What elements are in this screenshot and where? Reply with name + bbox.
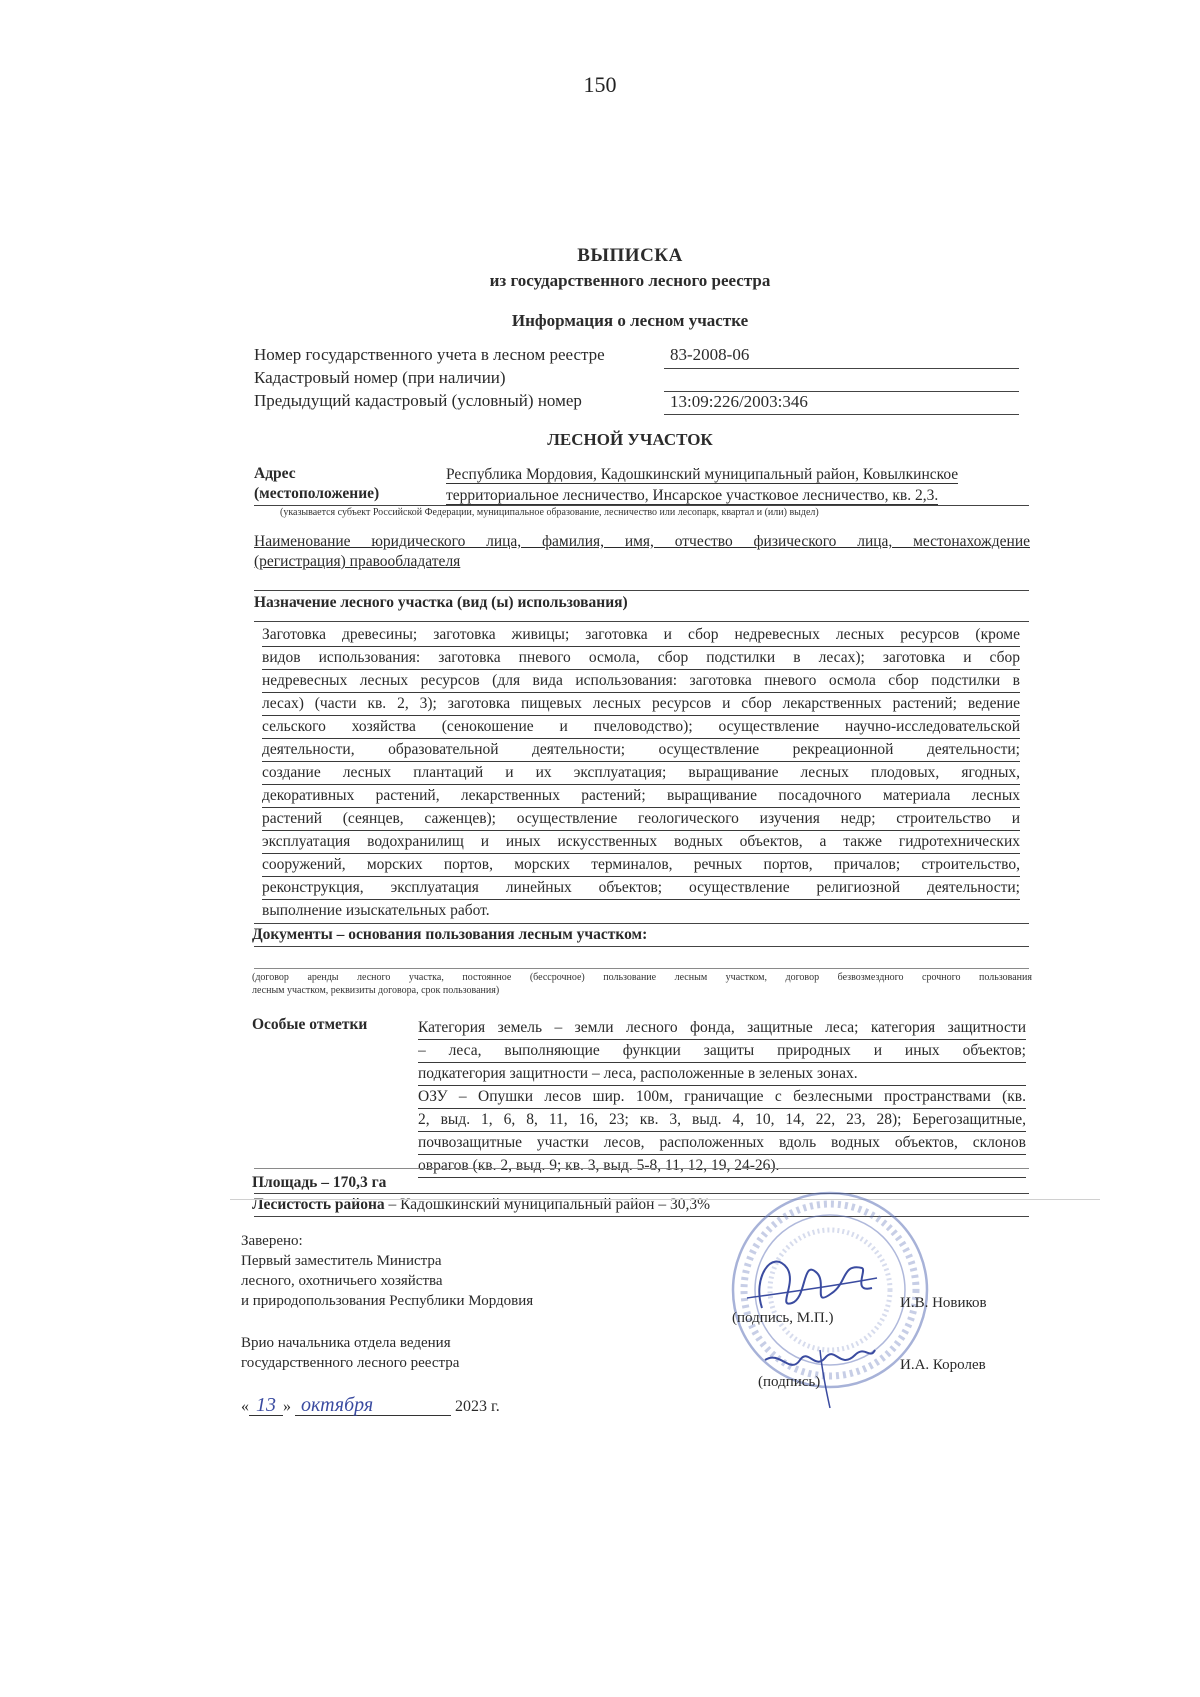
- special-line: – леса, выполняющие функции защиты природных и иных объектов;: [418, 1040, 1026, 1063]
- purpose-line: сооружений, морских портов, морских терминалов, речных портов, причалов; строительство,: [262, 854, 1020, 877]
- holder-line-1: Наименование юридического лица, фамилия, имя, отчество физического лица, местонахождение: [254, 533, 1030, 550]
- section-plot-heading: ЛЕСНОЙ УЧАСТОК: [547, 430, 713, 449]
- certified-position-2: лесного, охотничьего хозяйства: [241, 1273, 443, 1289]
- date-line: [241, 1395, 500, 1417]
- certified-position-4: Врио начальника отдела ведения: [241, 1335, 451, 1351]
- purpose-text: [262, 624, 1020, 922]
- special-text: [418, 1017, 1026, 1178]
- documents-note-1: (договор аренды лесного участка, постоянное (бессрочное) пользование лесным участком, договор безвозмездного срочного пользования: [252, 972, 1032, 983]
- forest-cover-value: – Кадошкинский муниципальный район – 30,3%: [384, 1196, 710, 1213]
- purpose-line: сельского хозяйства (сенокошение и пчеловодство); осуществление научно-исследовательской: [262, 716, 1020, 739]
- signature-korolev: [760, 1330, 880, 1410]
- state-number-label: Номер государственного учета в лесном реестре: [254, 345, 605, 364]
- certified-position-1: Первый заместитель Министра: [241, 1253, 442, 1269]
- purpose-line: создание лесных плантаций и их эксплуатация; выращивание лесных плодовых, ягодных,: [262, 762, 1020, 785]
- section-info-heading: Информация о лесном участке: [511, 311, 749, 330]
- special-line: ОЗУ – Опушки лесов шир. 100м, граничащие с безлесными пространствами (кв.: [418, 1086, 1026, 1109]
- state-number-value: 83-2008-06: [670, 345, 750, 364]
- special-line: оврагов (кв. 2, выд. 9; кв. 3, выд. 5-8, 11, 12, 19, 24-26).: [418, 1155, 1026, 1178]
- prev-cadastral-value: 13:09:226/2003:346: [670, 392, 808, 411]
- document-subtitle: из государственного лесного реестра: [489, 271, 771, 290]
- special-label: Особые отметки: [252, 1016, 368, 1033]
- address-line-1: Республика Мордовия, Кадошкинский муниципальный район, Ковылкинское: [446, 466, 959, 483]
- certified-label: Заверено:: [241, 1233, 303, 1249]
- purpose-line: Заготовка древесины; заготовка живицы; заготовка и сбор недревесных лесных ресурсов (кроме: [262, 624, 1020, 647]
- date-day: 13: [249, 1395, 283, 1416]
- forest-cover-label: Лесистость района: [252, 1196, 385, 1213]
- date-close-quote: »: [283, 1398, 291, 1415]
- purpose-line: эксплуатация водохранилищ и иных искусственных водных объектов, а также гидротехнических: [262, 831, 1020, 854]
- certified-position-3: и природопользования Республики Мордовия: [241, 1293, 534, 1309]
- document-title: ВЫПИСКА: [577, 245, 683, 266]
- signature-note-2: (подпись): [758, 1374, 821, 1390]
- date-open-quote: «: [241, 1398, 249, 1415]
- address-line-2: территориальное лесничество, Инсарское участковое лесничество, кв. 2,3.: [446, 487, 939, 504]
- purpose-line: выполнение изыскательных работ.: [262, 902, 490, 919]
- signer-name-2: И.А. Королев: [900, 1357, 986, 1373]
- certified-position-5: государственного лесного реестра: [241, 1355, 460, 1371]
- cadastral-label: Кадастровый номер (при наличии): [254, 368, 506, 387]
- purpose-line: растений (сеянцев, саженцев); осуществление геологического изучения недр; строительство и: [262, 808, 1020, 831]
- special-line: подкатегория защитности – леса, расположенные в зеленых зонах.: [418, 1063, 1026, 1086]
- purpose-line: декоративных растений, лекарственных растений; выращивание посадочного материала лесных: [262, 785, 1020, 808]
- special-line: почвозащитные участки лесов, расположенных вдоль водных объектов, склонов: [418, 1132, 1026, 1155]
- purpose-line: реконструкция, эксплуатация линейных объектов; осуществление религиозной деятельности;: [262, 877, 1020, 900]
- prev-cadastral-label: Предыдущий кадастровый (условный) номер: [254, 391, 582, 410]
- special-line: Категория земель – земли лесного фонда, защитные леса; категория защитности: [418, 1017, 1026, 1040]
- page-number: 150: [583, 72, 617, 97]
- address-note: (указывается субъект Российской Федерации, муниципальное образование, лесничество или лесопарк, квартал и (или) выдел): [280, 507, 819, 518]
- documents-note-2: лесным участком, реквизиты договора, срок пользования): [252, 985, 500, 996]
- purpose-line: видов использования: заготовка пневого осмола, сбор подстилки в лесах); заготовка и сбор: [262, 647, 1020, 670]
- holder-line-2: (регистрация) правообладателя: [254, 553, 461, 570]
- purpose-line: деятельности, образовательной деятельности; осуществление рекреационной деятельности;: [262, 739, 1020, 762]
- signer-name-1: И.В. Новиков: [900, 1295, 987, 1311]
- documents-label: Документы – основания пользования лесным участком:: [252, 926, 648, 943]
- date-year: 2023 г.: [455, 1398, 500, 1415]
- purpose-line: недревесных лесных ресурсов (для вида использования: заготовка пневого осмола сбор подстилки в: [262, 670, 1020, 693]
- special-line: 2, выд. 1, 6, 8, 11, 16, 23; кв. 3, выд. 4, 10, 14, 22, 23, 28); Берегозащитные,: [418, 1109, 1026, 1132]
- address-label-sub: (местоположение): [254, 485, 380, 502]
- area-value: Площадь – 170,3 га: [252, 1174, 387, 1191]
- date-month: октября: [295, 1395, 451, 1416]
- address-label: Адрес: [254, 465, 296, 482]
- purpose-line: лесах) (части кв. 2, 3); заготовка пищевых лесных ресурсов и сбор лекарственных растений; ведение: [262, 693, 1020, 716]
- signature-note-1: (подпись, М.П.): [732, 1310, 834, 1326]
- purpose-label: Назначение лесного участка (вид (ы) использования): [254, 594, 628, 611]
